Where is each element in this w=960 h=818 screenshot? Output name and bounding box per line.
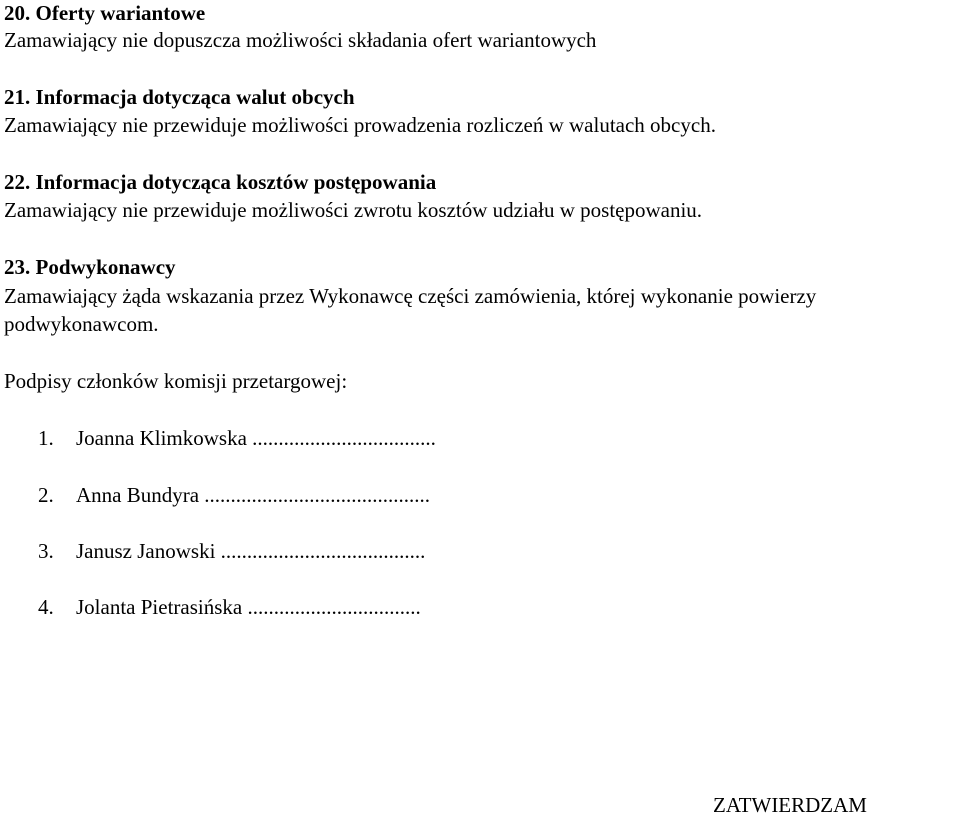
approval-label: ZATWIERDZAM [713,793,867,817]
signature-number: 1. [38,426,54,450]
section-body-21: Zamawiający nie przewiduje możliwości prowadzenia rozliczeń w walutach obcych. [4,113,716,137]
section-body-22: Zamawiający nie przewiduje możliwości zwrotu kosztów udziału w postępowaniu. [4,198,703,222]
signature-line-1 [38,425,436,451]
section-body-23-line2: podwykonawcom. [4,312,159,336]
signature-line-4 [38,594,421,620]
signature-number: 2. [38,483,54,507]
section-heading-22: 22. Informacja dotycząca kosztów postępowania [4,170,437,194]
section-heading-21: 21. Informacja dotycząca walut obcych [4,85,355,109]
signature-number: 3. [38,539,54,563]
section-body-20: Zamawiający nie dopuszcza możliwości składania ofert wariantowych [4,28,597,52]
signature-name: Anna Bundyra ........................................... [76,483,431,507]
signatures-title: Podpisy członków komisji przetargowej: [4,369,348,393]
signature-name: Jolanta Pietrasińska ................................. [76,595,421,619]
section-body-23-line1: Zamawiający żąda wskazania przez Wykonawcę części zamówienia, której wykonanie powierzy [4,284,817,308]
signature-number: 4. [38,595,54,619]
signature-line-2 [38,482,430,508]
section-heading-20: 20. Oferty wariantowe [4,1,206,25]
section-heading-23: 23. Podwykonawcy [4,255,176,279]
signature-line-3 [38,538,425,564]
signature-name: Joanna Klimkowska ................................... [76,426,436,450]
signature-name: Janusz Janowski ....................................... [76,539,426,563]
